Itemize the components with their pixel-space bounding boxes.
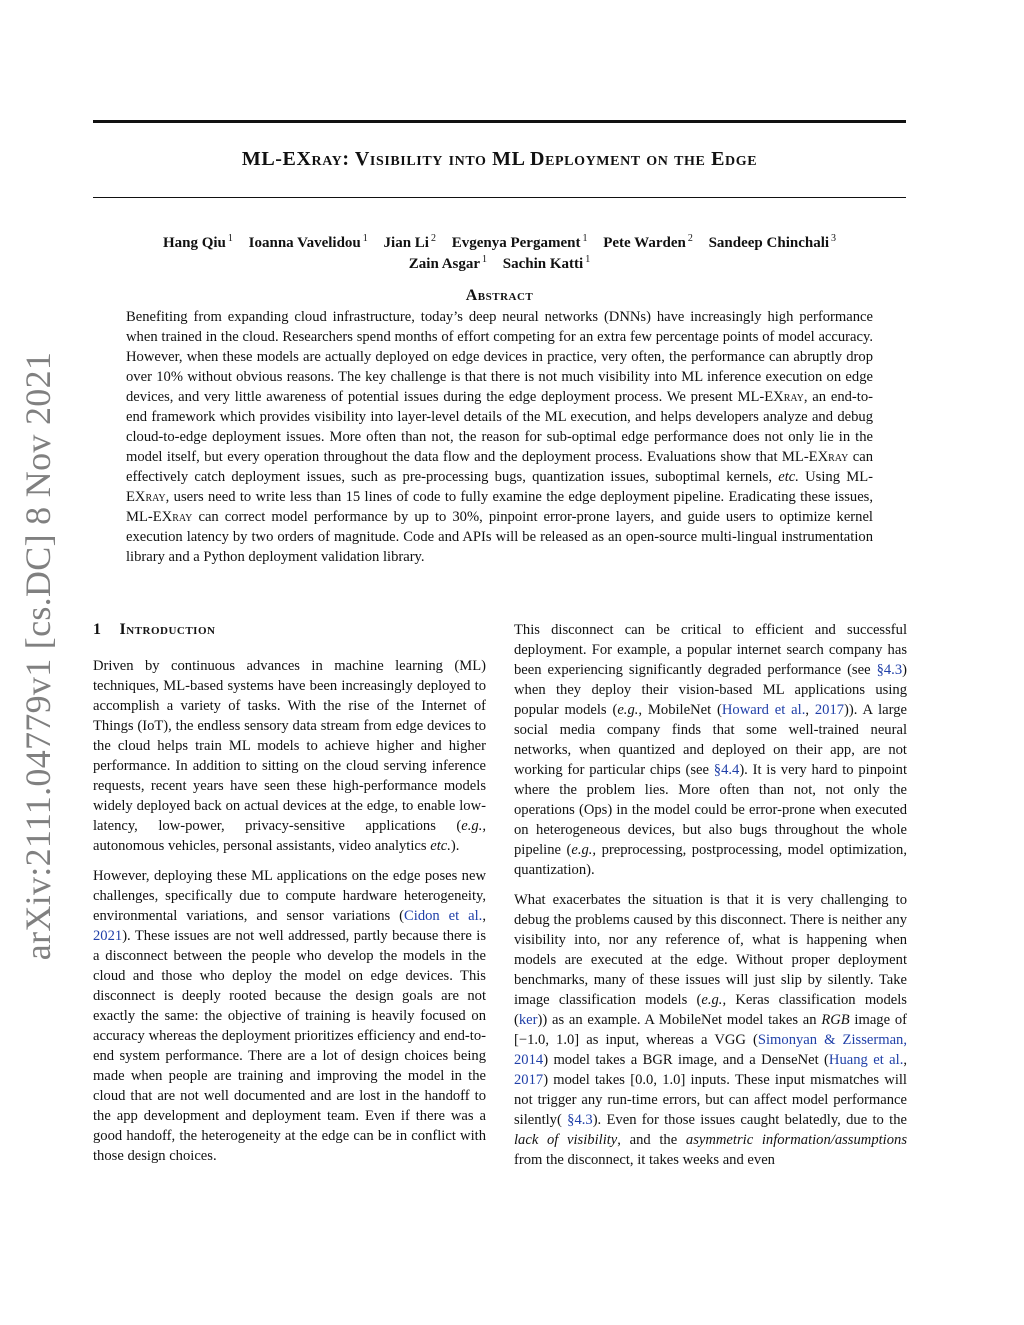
- author-name: Evgenya Pergament: [451, 235, 581, 251]
- system-name: ML-EXray: [126, 509, 193, 525]
- author-affiliation: 1: [362, 233, 368, 244]
- right-column: [514, 620, 907, 1180]
- arxiv-stamp: [2, 350, 74, 962]
- author-name: Sachin Katti: [502, 256, 584, 272]
- citation-link[interactable]: 2021: [93, 928, 123, 944]
- author: [603, 235, 693, 251]
- citation-link[interactable]: ker: [518, 1012, 538, 1028]
- title-bottom-rule: [93, 197, 906, 198]
- citation-link[interactable]: Cidon et al.: [404, 908, 483, 924]
- author: [163, 235, 233, 251]
- body-paragraph: This disconnect can be critical to efficient and successful deployment. For example, a popular internet search company has been experiencing significantly degraded performance (see §4.3) when they deploy their vision-based ML applications using popular models (e.g., MobileNet (Howard et al., 2017)). A large social media company finds that some well-trained neural networks, when quantized and deployed on their app, are not working for particular chips (see §4.4). It is very hard to pinpoint where the problem lies. More often than not, not only the operations (Ops) in the model could be error-prone when executed on heterogeneous devices, but also bugs throughout the whole pipeline (e.g., preprocessing, postprocessing, model optimization, quantization).: [514, 622, 907, 878]
- author-name: Ioanna Vavelidou: [248, 235, 361, 251]
- system-name: ML-EXray: [781, 449, 849, 465]
- author-name: Zain Asgar: [408, 256, 481, 272]
- author-name: Sandeep Chinchali: [708, 235, 830, 251]
- abstract-paragraph: Benefiting from expanding cloud infrastructure, today’s deep neural networks (DNNs) have increasingly high performance when trained in the cloud. Researchers spend months of effort competing for an extra few percentage points of model accuracy. However, when these models are actually deployed on edge devices in practice, very often, the performance can abruptly drop over 10% without obvious reasons. The key challenge is that there is not much visibility into ML inference execution on edge devices, and very little awareness of potential issues during the edge deployment process. We present ML-EXray, an end-to-end framework which provides visibility into layer-level details of the ML execution, and helps developers analyze and debug cloud-to-edge deployment issues. More often than not, the reason for sub-optimal edge performance does not only lie in the model itself, but every operation throughout the data flow and the deployment process. Evaluations show that ML-EXray can effectively catch deployment issues, such as pre-processing bugs, quantization issues, suboptimal kernels, etc. Using ML-EXray, users need to write less than 15 lines of code to fully examine the edge deployment pipeline. Eradicating these issues, ML-EXray can correct model performance by up to 30%, pinpoint error-prone layers, and guide users to optimize kernel execution latency by two orders of magnitude. Code and APIs will be released as an open-source multi-lingual instrumentation library and a Python deployment validation library.: [126, 309, 873, 565]
- authors-line-2: [93, 254, 906, 273]
- author: [384, 235, 436, 251]
- authors-line-1: [93, 233, 906, 252]
- author-affiliation: 1: [585, 254, 591, 265]
- author-name: Jian Li: [383, 235, 429, 251]
- author: [452, 235, 588, 251]
- citation-link[interactable]: Huang et al.: [828, 1052, 904, 1068]
- author-affiliation: 3: [831, 233, 837, 244]
- system-name: ML-EXray: [126, 469, 873, 505]
- arxiv-identifier: arXiv:2111.04779v1 [cs.DC] 8 Nov 2021: [18, 351, 58, 961]
- author: [249, 235, 368, 251]
- author-affiliation: 1: [482, 254, 488, 265]
- section-ref-link[interactable]: §4.3: [567, 1112, 593, 1128]
- section-ref-link[interactable]: §4.3: [876, 662, 903, 678]
- author-affiliation: 1: [582, 233, 588, 244]
- author-affiliation: 1: [227, 233, 233, 244]
- author-name: Pete Warden: [603, 235, 686, 251]
- author: [503, 256, 590, 272]
- citation-link[interactable]: Howard et al.: [721, 702, 806, 718]
- section-ref-link[interactable]: §4.4: [713, 762, 740, 778]
- section-number: 1: [93, 621, 102, 638]
- abstract-heading: Abstract: [465, 287, 534, 304]
- author-name: Hang Qiu: [162, 235, 226, 251]
- body-paragraph: What exacerbates the situation is that it is very challenging to debug the problems caused by this disconnect. There is neither any visibility into, nor any reference of, what is happening when models are executed at the edge. Without proper deployment benchmarks, many of these issues will just slip by silently. Take image classification models (e.g., Keras classification models (ker)) as an example. A MobileNet model takes an RGB image of [−1.0, 1.0] as input, whereas a VGG (Simonyan & Zisserman, 2014) model takes a BGR image, and a DenseNet (Huang et al., 2017) model takes [0.0, 1.0] inputs. These input mismatches will not trigger any run-time errors, but can affect model performance silently( §4.3). Even for those issues caught belatedly, due to the lack of visibility, and the asymmetric information/assumptions from the disconnect, it takes weeks and even: [514, 892, 907, 1168]
- citation-link[interactable]: Simonyan & Zisserman, 2014: [514, 1032, 907, 1068]
- author: [409, 256, 487, 272]
- citation-link[interactable]: 2017: [814, 702, 845, 718]
- body-paragraph: Driven by continuous advances in machine learning (ML) techniques, ML-based systems have been increasingly deployed to accomplish a variety of tasks. With the rise of the Internet of Things (IoT), the endless sensory data stream from edge devices to the cloud helps train ML models to achieve higher and higher performance. In addition to sitting on the cloud serving inference requests, recent years have seen these high-performance models widely deployed back on actual devices at the edge, to enable low-latency, low-power, privacy-sensitive applications (e.g., autonomous vehicles, personal assistants, video analytics etc.).: [93, 658, 486, 854]
- title-top-rule: [93, 120, 906, 123]
- body-paragraph: However, deploying these ML applications on the edge poses new challenges, specifically due to compute hardware heterogeneity, environmental variations, and sensor variations (Cidon et al., 2021). These issues are not well addressed, partly because there is a disconnect between the people who develop the models in the cloud and those who deploy the model on edge devices. This disconnect is deeply rooted because the design goals are not exactly the same: the objective of training is heavily focused on accuracy whereas the deployment prioritizes efficiency and end-to-end system performance. There are a lot of design choices being made when people are training and improving the model in the cloud that are not well documented and are lost in the handoff to the app development and deployment team. Even if there was a good handoff, the heterogeneity at the edge can be in conflict with those design choices.: [93, 868, 486, 1164]
- paper-title: ML-EXray: Visibility into ML Deployment on the Edge: [241, 148, 758, 170]
- author-affiliation: 2: [430, 233, 436, 244]
- system-name: ML-EXray: [737, 389, 804, 405]
- abstract-body: [126, 307, 873, 567]
- author: [709, 235, 836, 251]
- section-heading: [93, 620, 486, 640]
- citation-link[interactable]: 2017: [514, 1072, 544, 1088]
- section-title: Introduction: [119, 621, 216, 638]
- left-column: [93, 620, 486, 1176]
- author-affiliation: 2: [687, 233, 693, 244]
